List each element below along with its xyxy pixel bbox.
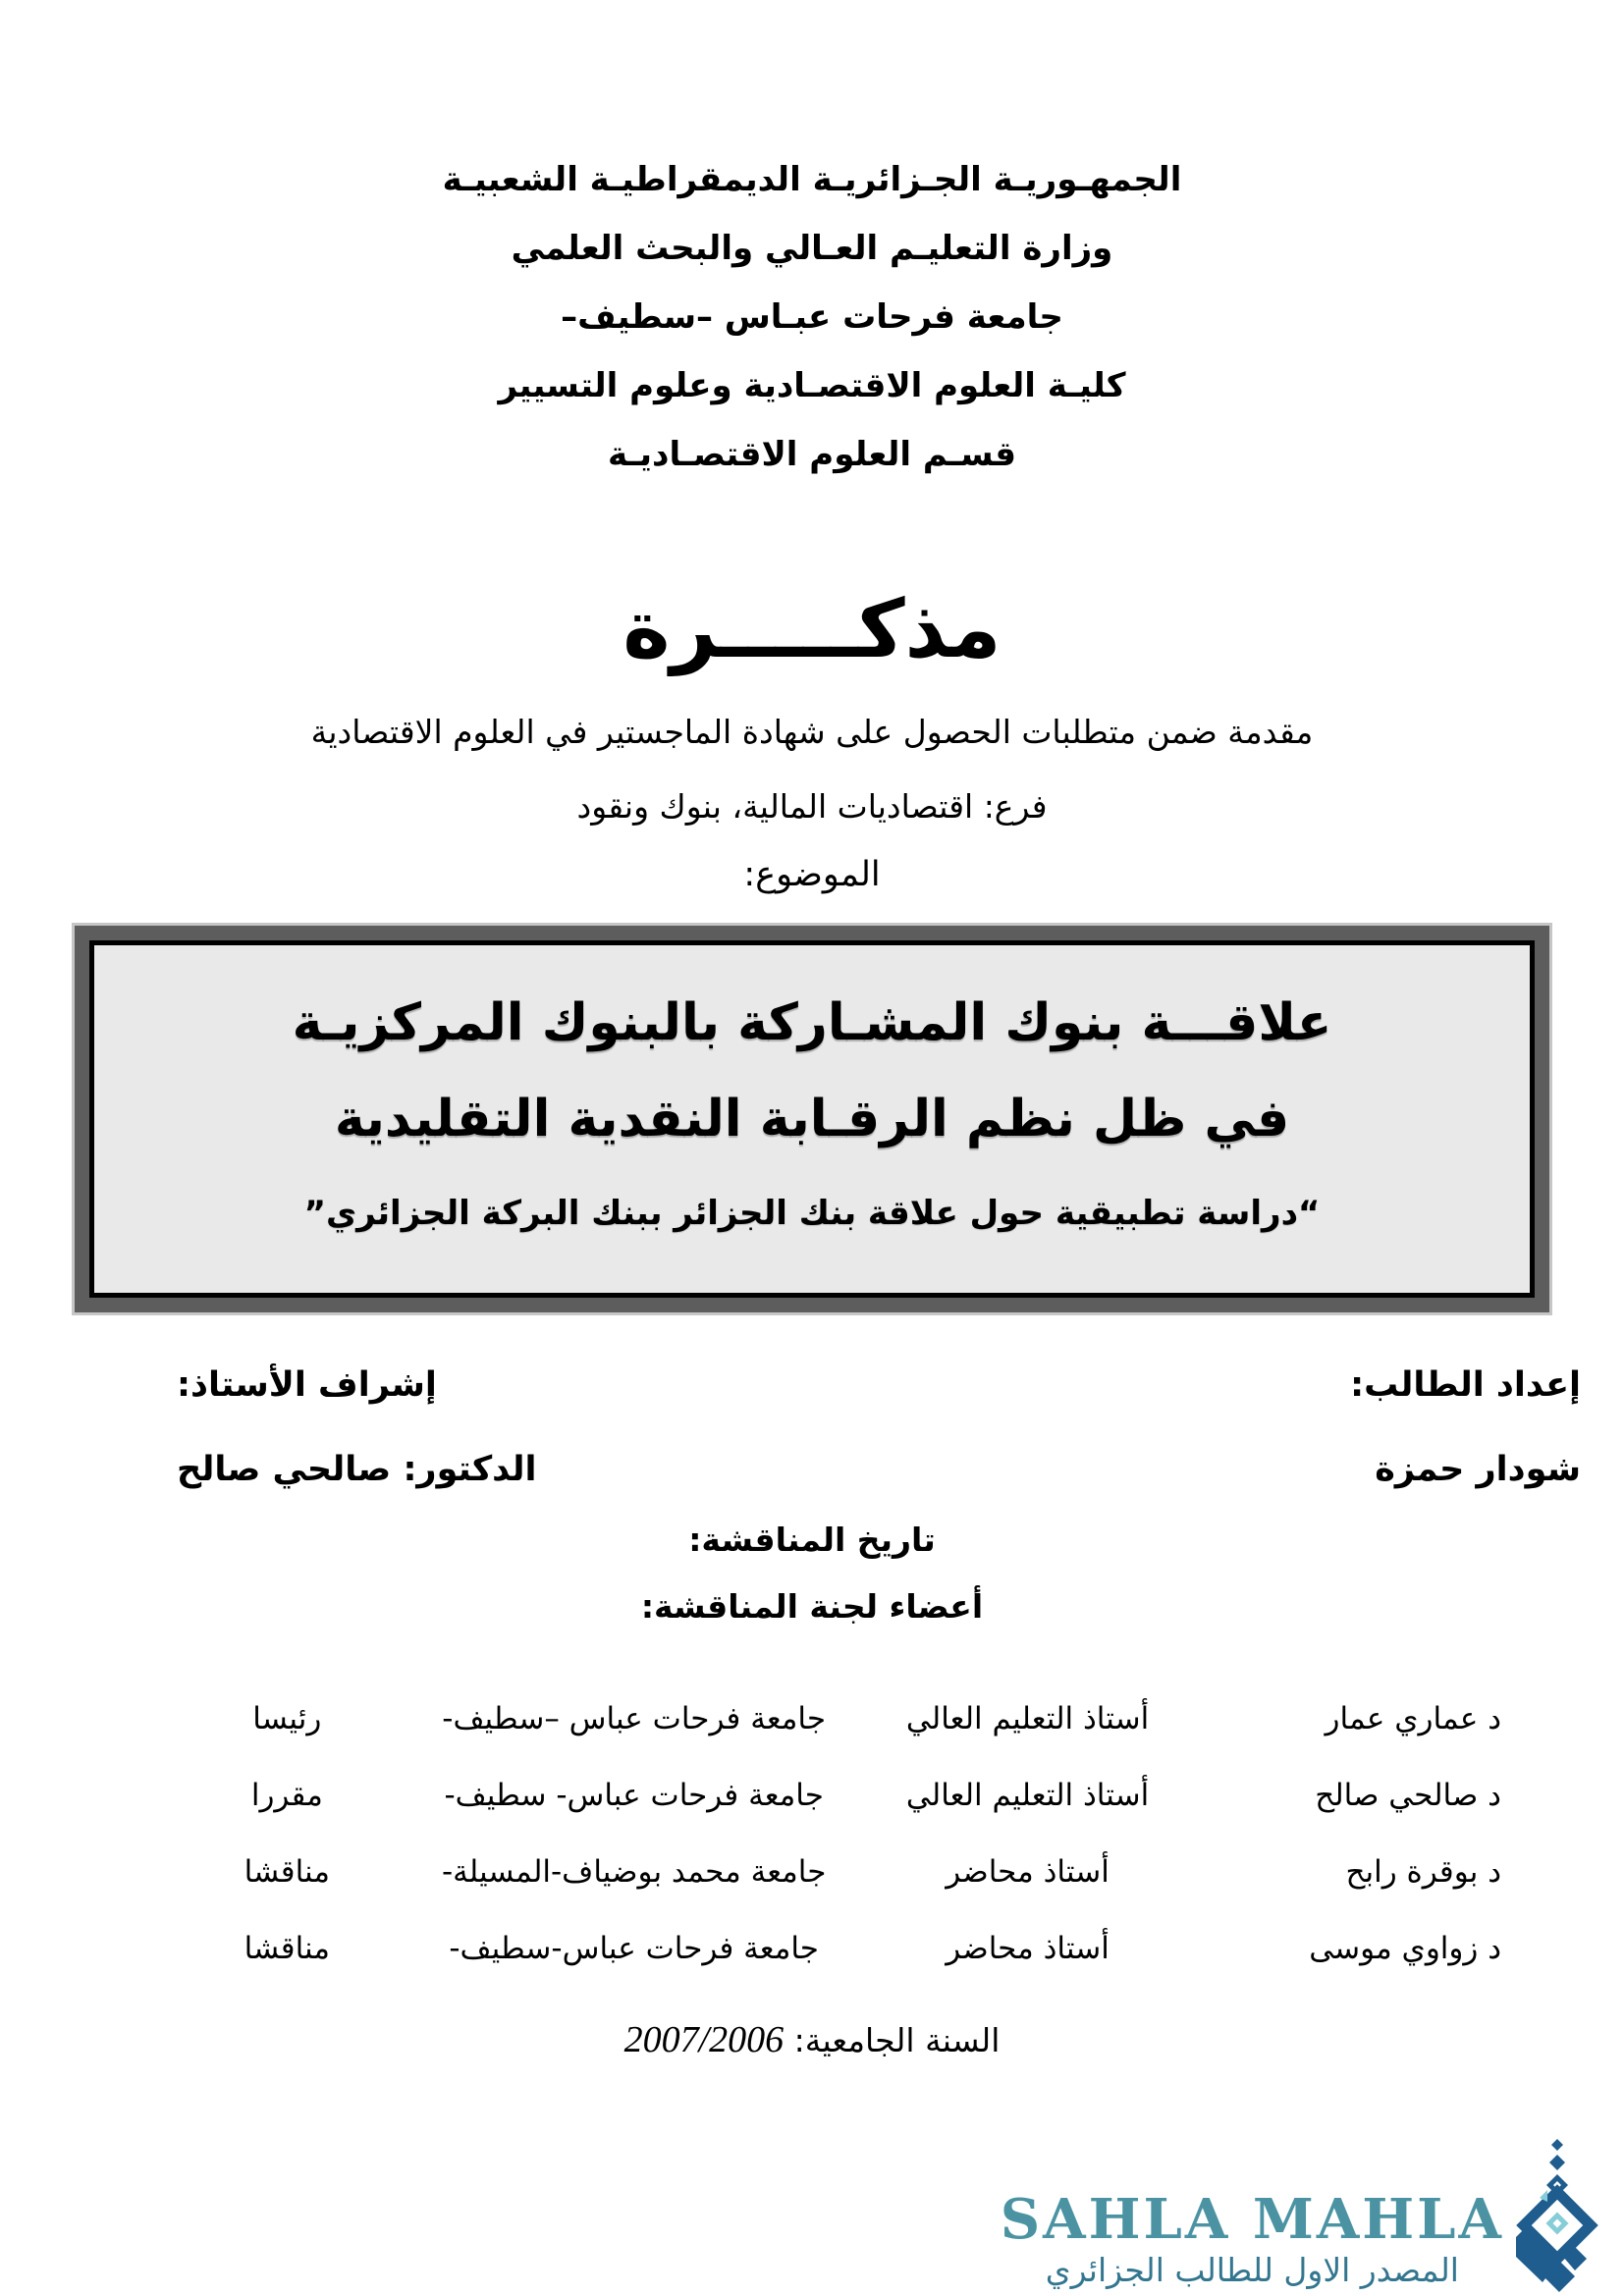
degree-requirement-line: مقدمة ضمن متطلبات الحصول على شهادة الماجستير في العلوم الاقتصادية bbox=[310, 713, 1314, 751]
specialty-branch-line: فرع: اقتصاديات المالية، بنوك ونقود bbox=[576, 787, 1048, 826]
subject-label: الموضوع: bbox=[743, 855, 881, 894]
member-role: مناقشا bbox=[244, 1854, 330, 1890]
attribution-row bbox=[0, 1361, 1624, 1494]
university-header bbox=[0, 0, 1624, 489]
member-name: د زواوي موسى bbox=[1309, 1931, 1501, 1966]
defense-date-label: تاريخ المناقشة: bbox=[688, 1521, 936, 1559]
department-line: قسـم العلوم الاقتصـاديـة bbox=[607, 435, 1016, 474]
supervisor-label: إشراف الأستاذ: bbox=[177, 1365, 437, 1405]
committee-row bbox=[167, 1834, 1501, 1910]
member-university: جامعة فرحات عباس- سطيف- bbox=[444, 1778, 824, 1813]
student-name: شودار حمزة bbox=[1375, 1450, 1581, 1489]
member-rank: أستاذ التعليم العالي bbox=[905, 1701, 1150, 1736]
thesis-title-line-1: علاقـــة بنوك المشـاركة بالبنوك المركزيـة bbox=[292, 993, 1332, 1052]
student-label: إعداد الطالب: bbox=[1350, 1365, 1581, 1405]
member-rank: أستاذ محاضر bbox=[946, 1931, 1110, 1966]
member-university: جامعة فرحات عباس –سطيف- bbox=[442, 1701, 827, 1736]
academic-year-label: السنة الجامعية: bbox=[793, 2021, 1001, 2059]
member-rank: أستاذ محاضر bbox=[946, 1854, 1110, 1890]
student-block bbox=[1350, 1361, 1581, 1494]
sahla-mahla-logo bbox=[1001, 2137, 1598, 2292]
committee-row bbox=[167, 1910, 1501, 1987]
sahla-mahla-logo-mark-icon bbox=[1516, 2137, 1598, 2292]
member-name: د بوقرة رابح bbox=[1345, 1854, 1501, 1890]
supervisor-name: الدكتور: صالحي صالح bbox=[177, 1450, 537, 1489]
member-name: د عماري عمار bbox=[1325, 1701, 1501, 1736]
member-name: د صالحي صالح bbox=[1315, 1778, 1501, 1813]
member-role: مناقشا bbox=[244, 1931, 330, 1966]
member-rank: أستاذ التعليم العالي bbox=[905, 1778, 1150, 1813]
sahla-mahla-logo-text bbox=[1000, 2187, 1504, 2292]
committee-label: أعضاء لجنة المناقشة: bbox=[640, 1587, 984, 1626]
republic-line: الجمهـوريـة الجـزائريـة الديمقراطيـة الشعبيـة bbox=[442, 160, 1182, 199]
sahla-mahla-wordmark: SAHLA MAHLA bbox=[1000, 2187, 1504, 2252]
member-university: جامعة محمد بوضياف-المسيلة- bbox=[441, 1854, 827, 1890]
committee-row bbox=[167, 1681, 1501, 1757]
committee-row bbox=[167, 1757, 1501, 1834]
thesis-title-box bbox=[72, 923, 1552, 1315]
sahla-mahla-tagline: المصدر الاول للطالب الجزائري bbox=[1045, 2251, 1459, 2289]
academic-year-value: 2007/2006 bbox=[623, 2019, 785, 2060]
member-role: رئيسا bbox=[252, 1701, 322, 1736]
committee-table bbox=[167, 1681, 1501, 1987]
thesis-title-box-inner bbox=[89, 940, 1535, 1298]
university-line: جامعة فرحات عبـاس –سطيف– bbox=[561, 297, 1063, 337]
member-role: مقررا bbox=[250, 1778, 323, 1813]
case-study-note: “دراسة تطبيقية حول علاقة بنك الجزائر ببنك البركة الجزائري” bbox=[303, 1194, 1321, 1233]
ministry-line: وزارة التعليـم العـالي والبحث العلمي bbox=[511, 229, 1113, 268]
academic-year-line bbox=[0, 2016, 1624, 2064]
thesis-title-line-2: في ظل نظم الرقـابة النقدية التقليدية bbox=[334, 1090, 1290, 1148]
memoir-title: مذكـــــرة bbox=[623, 583, 1001, 676]
member-university: جامعة فرحات عباس-سطيف- bbox=[449, 1931, 819, 1966]
supervisor-block bbox=[177, 1361, 537, 1494]
faculty-line: كليـة العلوم الاقتصـادية وعلوم التسيير bbox=[498, 366, 1126, 405]
